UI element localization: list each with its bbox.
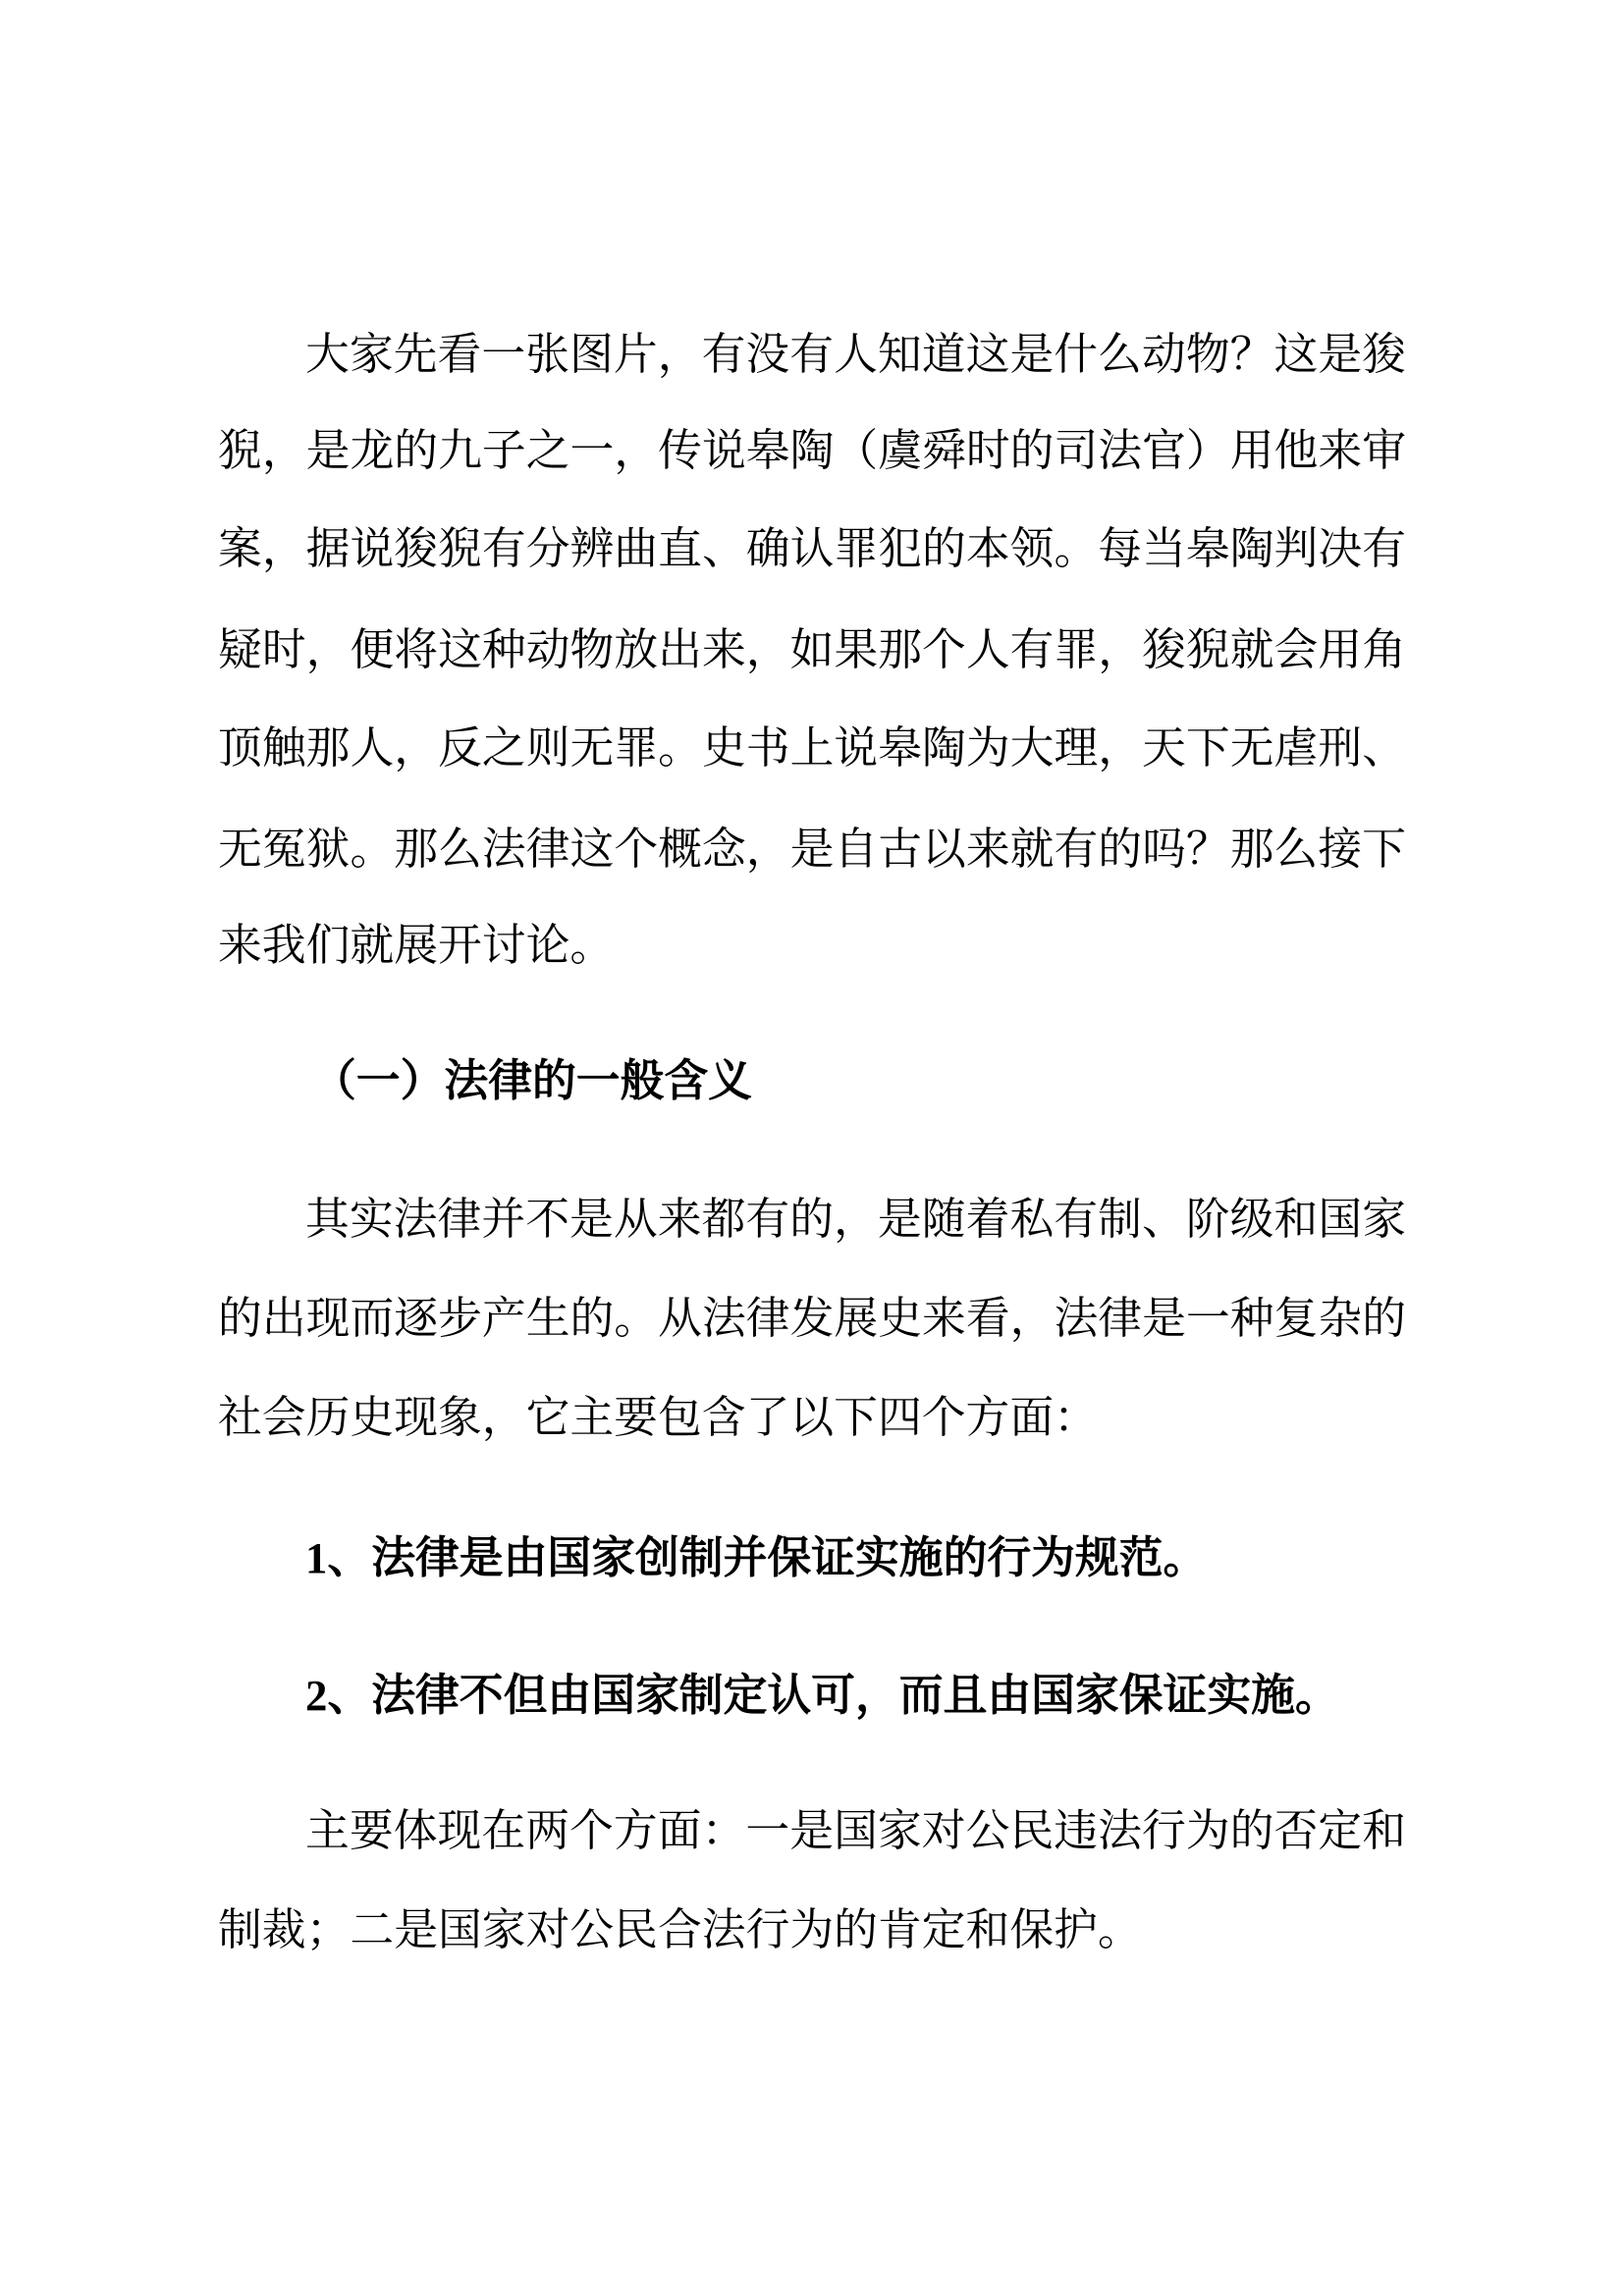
text-line: 来我们就展开讨论。: [218, 919, 615, 971]
text-line: 大家先看一张图片，有没有人知道这是什么动物？这是狻: [305, 328, 1406, 380]
text-line: 的出现而逐步产生的。从法律发展史来看，法律是一种复杂的: [218, 1292, 1406, 1344]
list-number: 1、: [305, 1533, 372, 1582]
list-item-1: [305, 1528, 1493, 1587]
text-line: 社会历史现象，它主要包含了以下四个方面：: [218, 1391, 1098, 1443]
text-line: 制裁；二是国家对公民合法行为的肯定和保护。: [218, 1903, 1142, 1955]
list-number: 2、: [305, 1671, 372, 1720]
list-text: 法律不但由国家制定认可，而且由国家保证实施。: [371, 1669, 1339, 1721]
text-line: 其实法律并不是从来都有的，是随着私有制、阶级和国家: [305, 1193, 1406, 1245]
text-line: 疑时，便将这种动物放出来，如果那个人有罪，狻猊就会用角: [218, 623, 1406, 675]
text-line: 主要体现在两个方面：一是国家对公民违法行为的否定和: [305, 1804, 1406, 1856]
list-item-2: [305, 1666, 1493, 1725]
text-line: 猊，是龙的九子之一，传说皋陶（虞舜时的司法官）用他来审: [218, 424, 1406, 476]
section-heading: （一）法律的一般含义: [312, 1054, 752, 1106]
text-line: 无冤狱。那么法律这个概念，是自古以来就有的吗？那么接下: [218, 823, 1406, 875]
list-text: 法律是由国家创制并保证实施的行为规范。: [371, 1531, 1208, 1583]
text-line: 案，据说狻猊有分辨曲直、确认罪犯的本领。每当皋陶判决有: [218, 522, 1406, 574]
text-line: 顶触那人，反之则无罪。史书上说皋陶为大理，天下无虐刑、: [218, 721, 1406, 774]
